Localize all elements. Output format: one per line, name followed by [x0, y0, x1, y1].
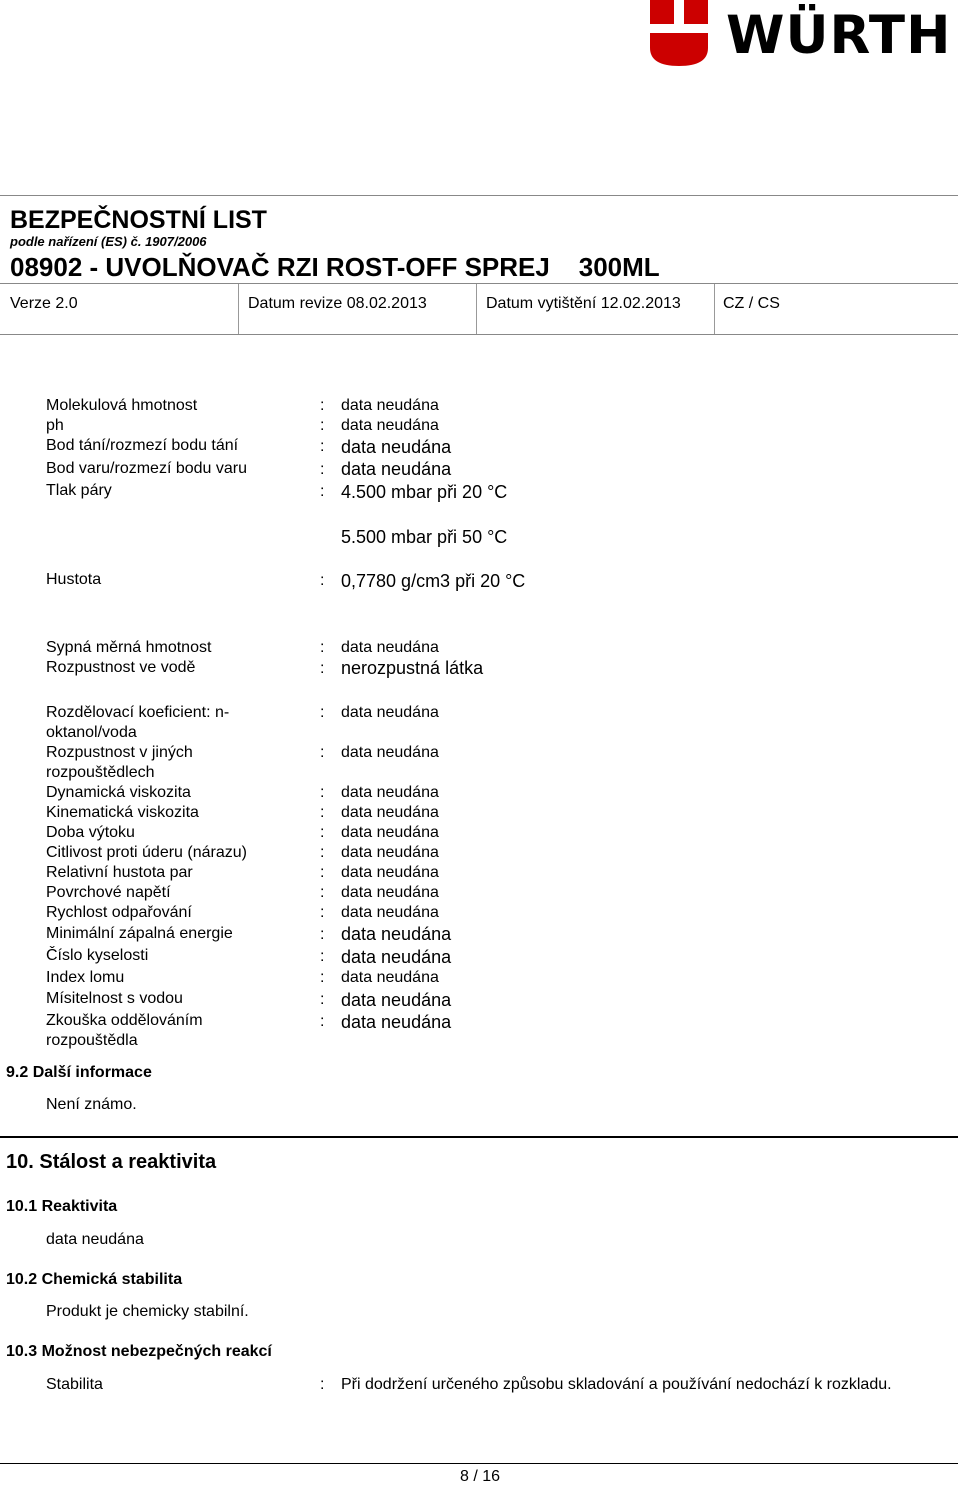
colon: :	[320, 784, 325, 801]
property-value: 4.500 mbar při 20 °C	[341, 482, 508, 502]
property-value: data neudána	[341, 639, 439, 656]
document-title: BEZPEČNOSTNÍ LIST	[10, 206, 267, 234]
property-value: data neudána	[341, 864, 439, 881]
property-value: nerozpustná látka	[341, 658, 484, 678]
property-value: data neudána	[341, 784, 439, 801]
section-9-2-text: Není známo.	[46, 1096, 137, 1113]
property-value: data neudána	[341, 947, 452, 967]
property-value: data neudána	[341, 969, 439, 986]
logo-wordmark: WÜRTH	[726, 5, 952, 66]
property-label: Sypná měrná hmotnost	[46, 639, 212, 656]
property-label: Relativní hustota par	[46, 864, 193, 881]
header-mid-rule	[0, 283, 958, 284]
colon: :	[320, 804, 325, 821]
colon: :	[320, 572, 325, 589]
property-label: Mísitelnost s vodou	[46, 990, 183, 1007]
property-value: data neudána	[341, 1012, 452, 1032]
property-label: Index lomu	[46, 969, 125, 986]
property-value: data neudána	[341, 437, 452, 457]
section-10-1-text: data neudána	[46, 1231, 144, 1248]
property-label: Dynamická viskozita	[46, 784, 191, 801]
section-rule	[0, 1136, 958, 1138]
colon: :	[320, 704, 325, 721]
page-number: 8 / 16	[459, 1468, 501, 1485]
property-label: Bod tání/rozmezí bodu tání	[46, 437, 239, 454]
colon: :	[320, 844, 325, 861]
property-value: 0,7780 g/cm3 při 20 °C	[341, 571, 526, 591]
header-top-rule	[0, 195, 958, 196]
header-separator	[714, 284, 715, 334]
property-label: Povrchové napětí	[46, 884, 171, 901]
section-10-heading: 10. Stálost a reaktivita	[6, 1151, 217, 1173]
colon: :	[320, 660, 325, 677]
document-subtitle: podle nařízení (ES) č. 1907/2006	[10, 234, 207, 249]
property-label: Číslo kyselosti	[46, 947, 149, 964]
colon: :	[320, 926, 325, 943]
colon: :	[320, 991, 325, 1008]
property-label: Tlak páry	[46, 482, 112, 499]
property-label: Rozdělovací koeficient: n-oktanol/voda	[46, 704, 230, 741]
colon: :	[320, 864, 325, 881]
product-title: 08902 - UVOLŇOVAČ RZI ROST-OFF SPREJ 300ML	[10, 252, 660, 282]
footer-rule	[0, 1463, 958, 1464]
header-bottom-rule	[0, 334, 958, 335]
property-value: data neudána	[341, 804, 439, 821]
property-label: Doba výtoku	[46, 824, 135, 841]
stability-label: Stabilita	[46, 1376, 103, 1393]
section-10-2-heading: 10.2 Chemická stabilita	[6, 1271, 183, 1288]
property-label: Minimální zápalná energie	[46, 925, 233, 942]
colon: :	[320, 397, 325, 414]
property-value-secondary: 5.500 mbar při 50 °C	[341, 527, 508, 547]
section-10-3-heading: 10.3 Možnost nebezpečných reakcí	[6, 1343, 272, 1360]
colon: :	[320, 884, 325, 901]
property-label: Citlivost proti úderu (nárazu)	[46, 844, 247, 861]
property-label: Rozpustnost ve vodě	[46, 659, 196, 676]
property-value: data neudána	[341, 744, 439, 761]
property-label: Zkouška oddělováním rozpouštědla	[46, 1012, 203, 1049]
colon: :	[320, 824, 325, 841]
property-label: Molekulová hmotnost	[46, 397, 198, 414]
property-value: data neudána	[341, 417, 439, 434]
property-value: data neudána	[341, 904, 439, 921]
property-label: Hustota	[46, 571, 102, 588]
property-label: Rozpustnost v jiných rozpouštědlech	[46, 744, 193, 781]
colon: :	[320, 483, 325, 500]
colon: :	[320, 969, 325, 986]
property-value: data neudána	[341, 459, 452, 479]
property-label: Kinematická viskozita	[46, 804, 199, 821]
colon: :	[320, 461, 325, 478]
property-value: data neudána	[341, 924, 452, 944]
property-value: data neudána	[341, 884, 439, 901]
print-date: Datum vytištění 12.02.2013	[486, 295, 681, 312]
colon: :	[320, 417, 325, 434]
locale: CZ / CS	[723, 295, 780, 312]
colon: :	[320, 438, 325, 455]
property-value: data neudána	[341, 704, 439, 721]
colon: :	[320, 1013, 325, 1030]
version: Verze 2.0	[10, 295, 78, 312]
colon: :	[320, 904, 325, 921]
colon: :	[320, 744, 325, 761]
property-value: data neudána	[341, 397, 439, 414]
property-value: data neudána	[341, 990, 452, 1010]
header-separator	[238, 284, 239, 334]
stability-value: Při dodržení určeného způsobu skladování a používání nedochází k rozkladu.	[341, 1376, 892, 1393]
colon: :	[320, 948, 325, 965]
section-9-2-heading: 9.2 Další informace	[6, 1064, 152, 1081]
property-label: Bod varu/rozmezí bodu varu	[46, 460, 247, 477]
section-10-1-heading: 10.1 Reaktivita	[6, 1198, 118, 1215]
property-label: ph	[46, 417, 64, 434]
property-value: data neudána	[341, 844, 439, 861]
revision-date: Datum revize 08.02.2013	[248, 295, 427, 312]
colon: :	[320, 1376, 325, 1393]
property-value: data neudána	[341, 824, 439, 841]
colon: :	[320, 639, 325, 656]
section-10-2-text: Produkt je chemicky stabilní.	[46, 1303, 249, 1320]
property-label: Rychlost odpařování	[46, 904, 192, 921]
header-separator	[476, 284, 477, 334]
